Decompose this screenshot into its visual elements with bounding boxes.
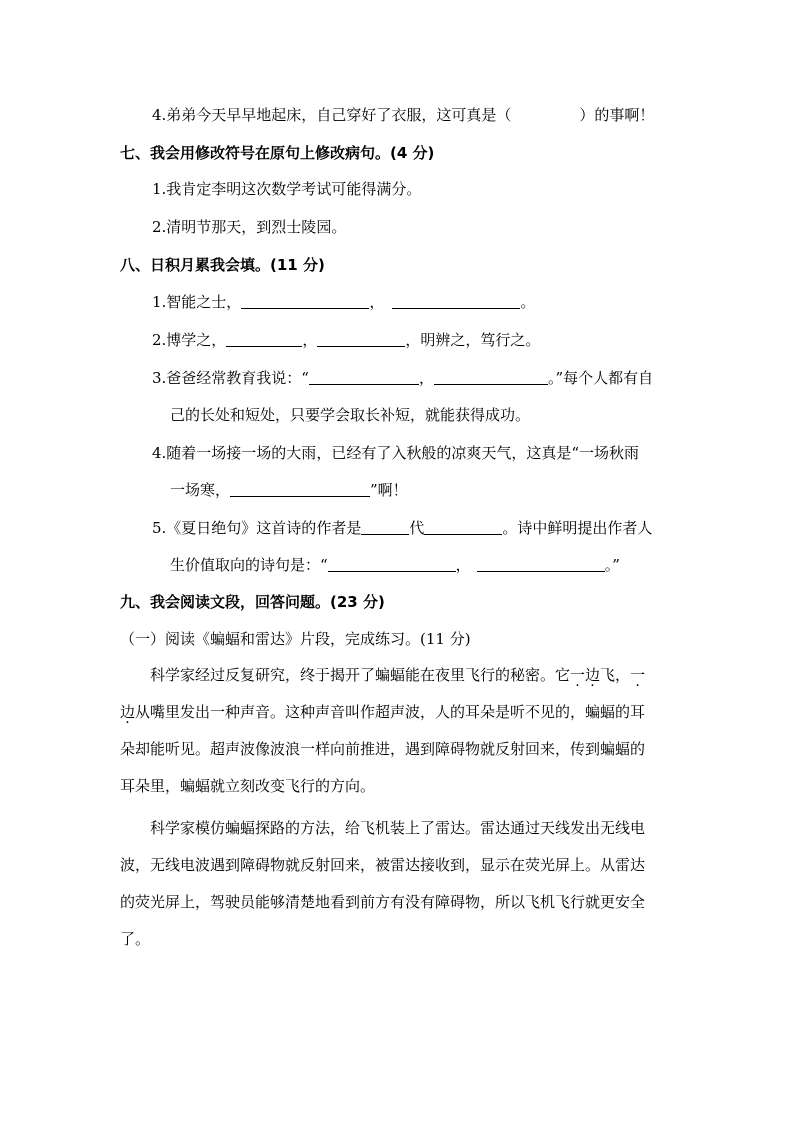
fill-blank[interactable]	[392, 294, 520, 309]
item-prefix: 3.爸爸经常教育我说：“	[152, 369, 309, 387]
fill-blank[interactable]	[226, 332, 302, 347]
passage-paragraph-1-line-2	[120, 702, 645, 722]
passage-paragraph-2-line-1: 科学家模仿蝙蝠探路的方法，给飞机装上了雷达。雷达通过天线发出无线电	[150, 819, 646, 837]
item-prefix: 生价值取向的诗句是：“	[170, 556, 328, 574]
q6-item-4-text-end: ）的事啊！	[579, 106, 655, 124]
fill-blank[interactable]	[424, 520, 502, 535]
item-suffix: 。”每个人都有自	[548, 369, 654, 387]
fill-blank[interactable]	[434, 370, 548, 385]
section-8-title: 八、日积月累我会填。(11 分)	[120, 256, 325, 274]
separator: ，	[455, 556, 471, 574]
section-8-item-3-line-2: 己的长处和短处，只要学会取长补短，就能获得成功。	[170, 406, 531, 424]
passage-paragraph-2-line-4: 了。	[120, 930, 151, 948]
q6-item-4-text: 4.弟弟今天早早地起床，自己穿好了衣服，这可真是（	[152, 106, 512, 124]
item-suffix: 。诗中鲜明提出作者人	[502, 519, 653, 537]
fill-blank[interactable]	[361, 520, 409, 535]
section-8-item-4-line-2	[170, 480, 408, 500]
fill-blank[interactable]	[477, 557, 605, 572]
passage-paragraph-1-line-4: 耳朵里，蝙蝠就立刻改变飞行的方向。	[120, 777, 376, 795]
fill-blank[interactable]	[317, 332, 405, 347]
fill-blank[interactable]	[328, 557, 456, 572]
section-7-item-1: 1.我肯定李明这次数学考试可能得满分。	[152, 180, 422, 198]
item-end: 。”	[604, 556, 620, 574]
separator: ，	[302, 331, 318, 349]
item-prefix: 1.智能之士，	[152, 293, 242, 311]
section-8-item-5	[152, 518, 652, 538]
passage-text: 飞，	[600, 666, 631, 684]
fill-blank[interactable]	[309, 370, 419, 385]
item-suffix: ”啊！	[370, 481, 408, 499]
separator: ，	[418, 369, 434, 387]
passage-paragraph-1-line-3: 朵却能听见。超声波像波浪一样向前推进，遇到障碍物就反射回来，传到蝙蝠的	[120, 740, 646, 758]
passage-text: 从嘴里发出一种声音。这种声音叫作超声波，人的耳朵是听不见的，蝙蝠的耳	[135, 703, 646, 721]
emphasis-char: 边	[585, 666, 601, 684]
passage-paragraph-2-line-2: 波，无线电波遇到障碍物就反射回来，被雷达接收到，显示在荧光屏上。从雷达	[120, 856, 646, 874]
section-8-item-2	[152, 330, 540, 350]
section-8-item-5-line-2	[170, 555, 620, 575]
section-9-title: 九、我会阅读文段，回答问题。(23 分)	[120, 593, 385, 611]
item-mid: 代	[409, 519, 425, 537]
emphasis-char: 一	[630, 666, 646, 684]
section-8-item-4: 4.随着一场接一场的大雨，已经有了入秋般的凉爽天气，这真是“一场秋雨	[152, 444, 639, 462]
separator: ，	[369, 293, 385, 311]
fill-blank[interactable]	[230, 482, 370, 497]
section-8-item-3	[152, 368, 653, 388]
section-9-subtitle: （一）阅读《蝙蝠和雷达》片段，完成练习。(11 分)	[120, 630, 471, 648]
item-prefix: 2.博学之，	[152, 331, 227, 349]
section-7-title: 七、我会用修改符号在原句上修改病句。(4 分)	[120, 144, 435, 162]
passage-text: 科学家经过反复研究，终于揭开了蝙蝠能在夜里飞行的秘密。它	[150, 666, 571, 684]
emphasis-char: 一	[570, 666, 586, 684]
fill-blank[interactable]	[241, 294, 369, 309]
section-7-item-2: 2.清明节那天，到烈士陵园。	[152, 218, 347, 236]
item-end: 。	[520, 293, 536, 311]
passage-paragraph-2-line-3: 的荧光屏上，驾驶员能够清楚地看到前方有没有障碍物，所以飞机飞行就更安全	[120, 893, 646, 911]
item-prefix: 一场寒，	[170, 481, 231, 499]
passage-paragraph-1-line-1	[150, 665, 645, 685]
section-8-item-1	[152, 292, 535, 312]
item-suffix: ，明辨之，笃行之。	[405, 331, 541, 349]
q6-item-4	[152, 105, 654, 125]
item-prefix: 5.《夏日绝句》这首诗的作者是	[152, 519, 362, 537]
emphasis-char: 边	[120, 703, 136, 721]
